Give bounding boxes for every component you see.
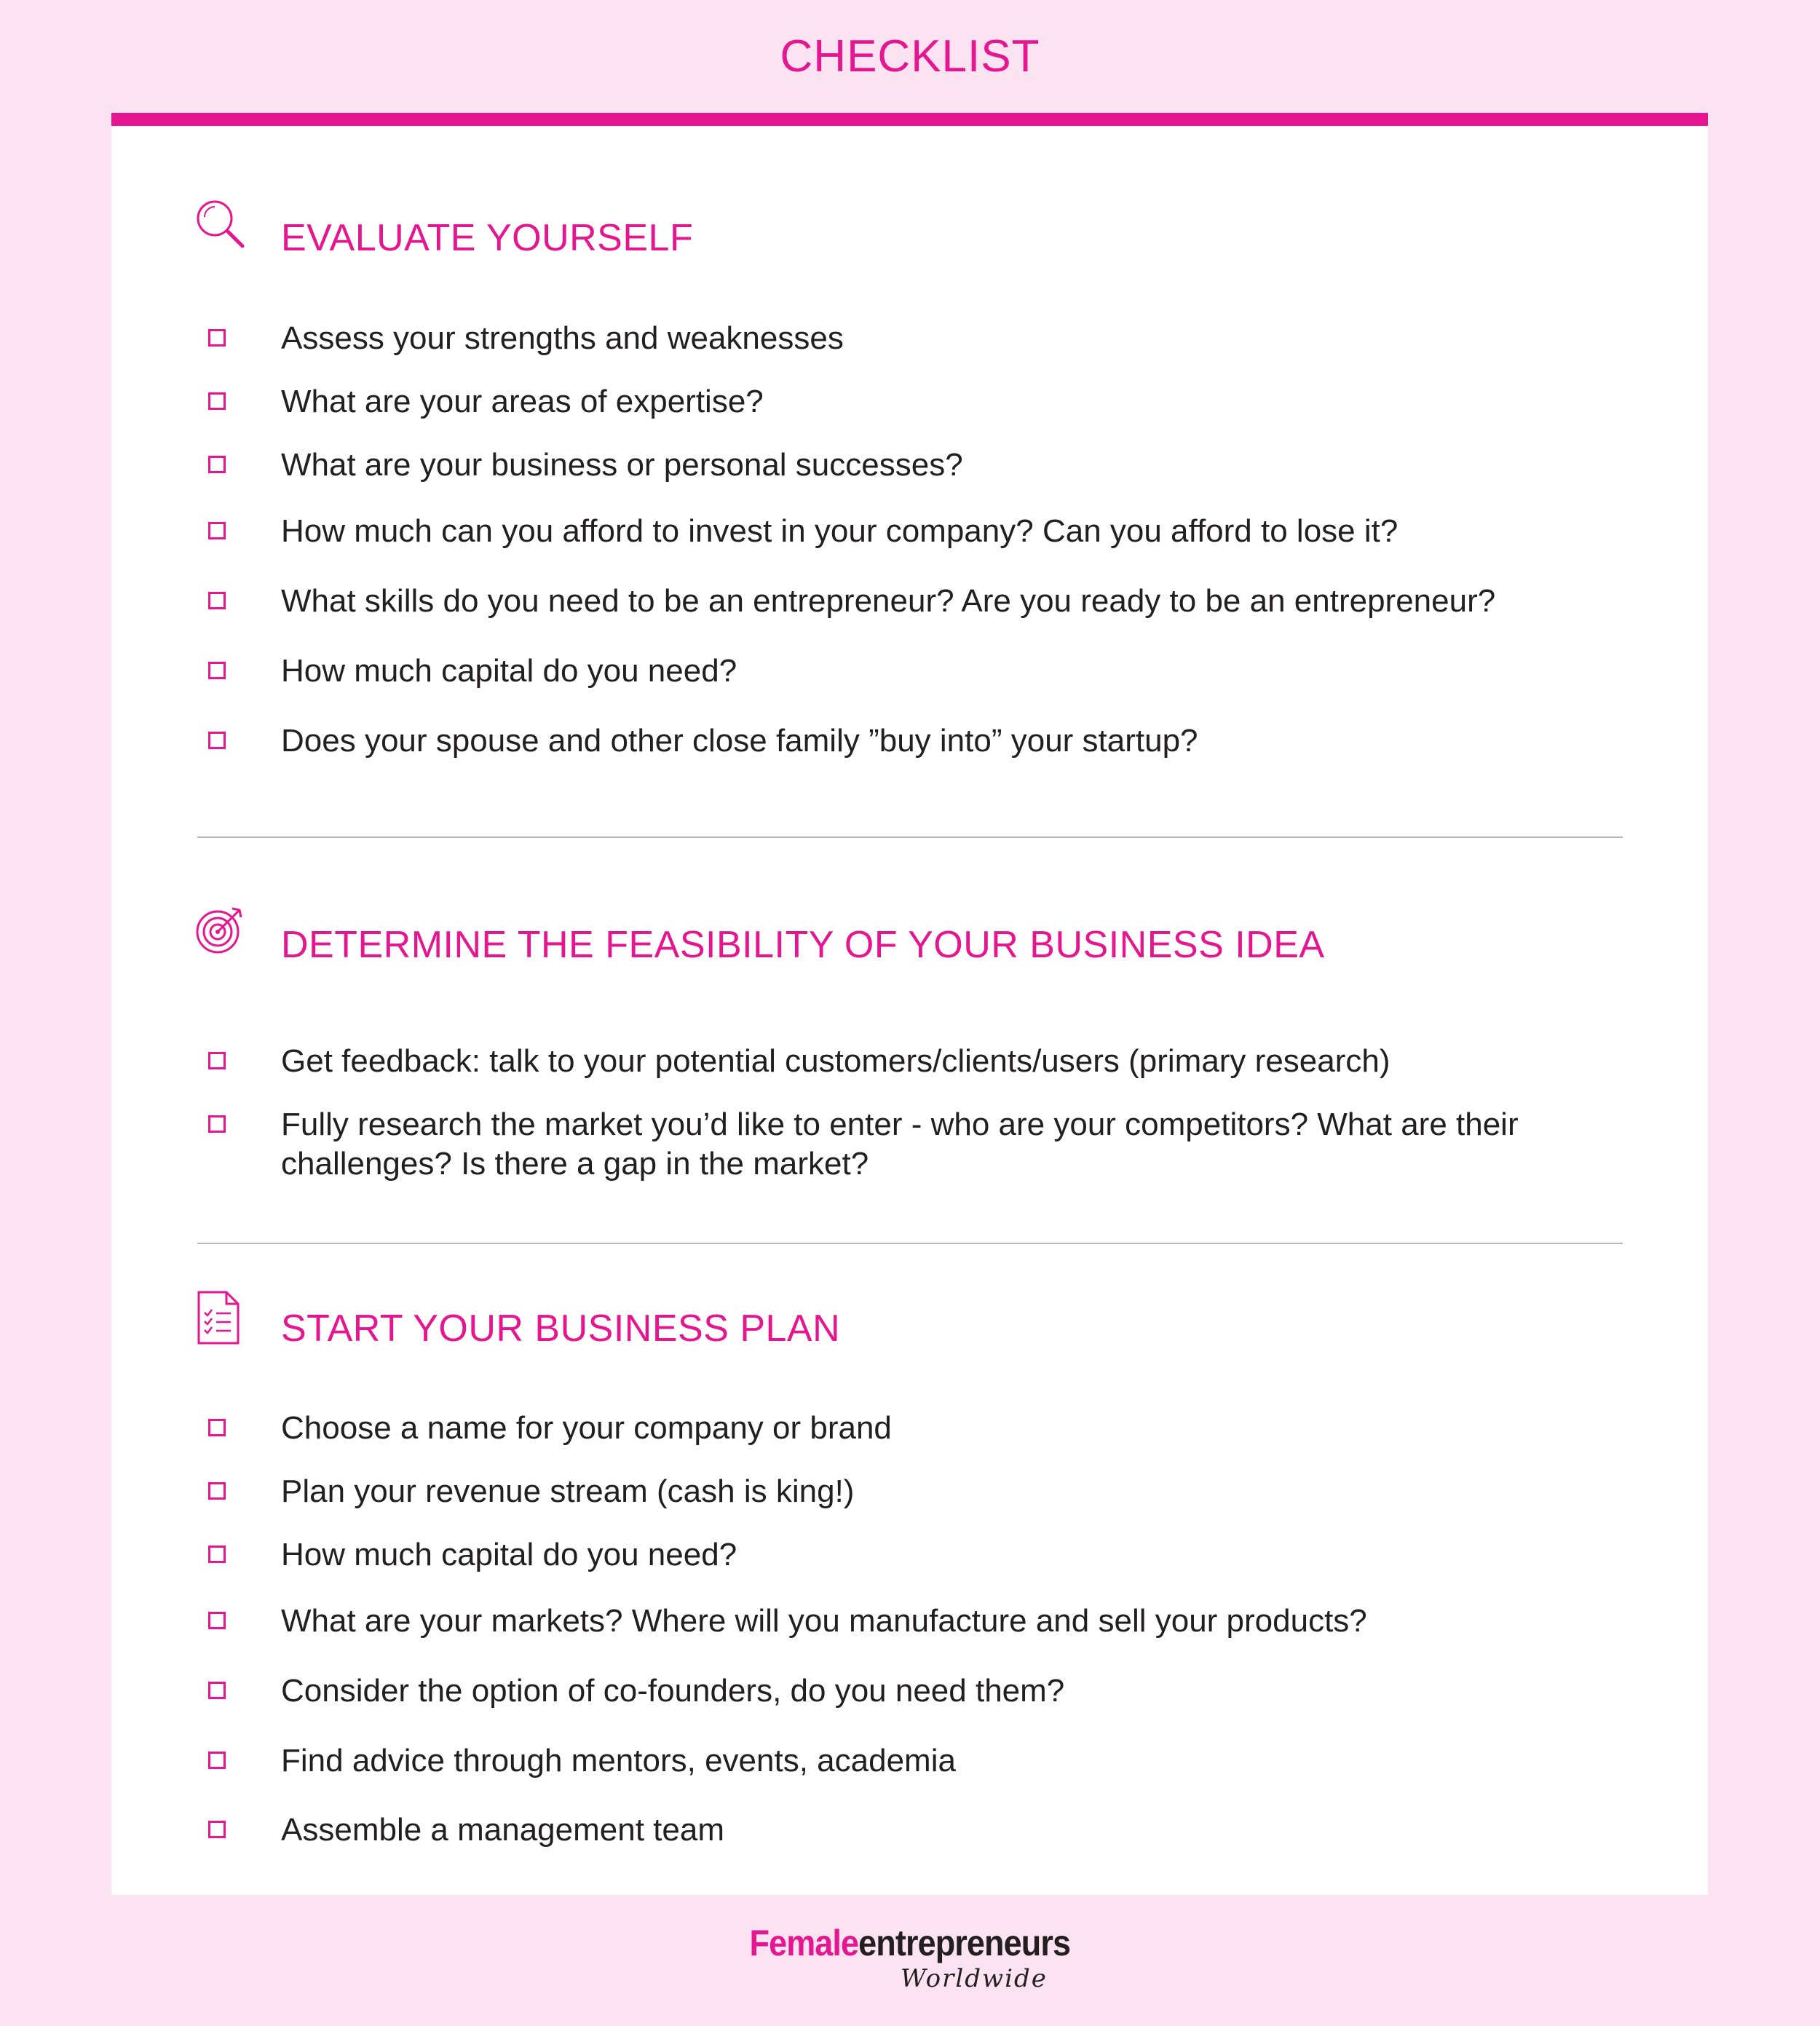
item-text: Consider the option of co-founders, do you need them? (281, 1673, 1065, 1709)
section-title: START YOUR BUSINESS PLAN (281, 1307, 841, 1350)
item-text: Assemble a management team (281, 1812, 724, 1848)
checkbox[interactable] (208, 592, 226, 609)
checkbox[interactable] (208, 1052, 226, 1069)
checkbox[interactable] (208, 1682, 226, 1699)
brand-logo (0, 1922, 1820, 1993)
magnifier-icon (193, 197, 247, 250)
checkbox[interactable] (208, 1546, 226, 1563)
checkbox[interactable] (208, 1612, 226, 1629)
item-text: Plan your revenue stream (cash is king!) (281, 1473, 855, 1509)
section-title: EVALUATE YOURSELF (281, 217, 694, 259)
item-text: Find advice through mentors, events, academia (281, 1743, 956, 1778)
item-text: Does your spouse and other close family ”buy into” your startup? (281, 723, 1198, 759)
item-text: How much can you afford to invest in your company? Can you afford to lose it? (281, 513, 1398, 549)
logo-wordmark (750, 1922, 1071, 1964)
section-title: DETERMINE THE FEASIBILITY OF YOUR BUSINESS IDEA (281, 924, 1325, 966)
item-text: Get feedback: talk to your potential customers/clients/users (primary research) (281, 1043, 1390, 1079)
checkbox[interactable] (208, 392, 226, 410)
item-text: Assess your strengths and weaknesses (281, 320, 844, 356)
item-text: What are your business or personal successes? (281, 447, 963, 483)
divider (197, 836, 1623, 838)
logo-worldwide: Worldwide (901, 1964, 1048, 1993)
logo-female: Female (749, 1923, 859, 1963)
checkbox[interactable] (208, 456, 226, 473)
item-text: How much capital do you need? (281, 1537, 737, 1572)
checkbox[interactable] (208, 1419, 226, 1436)
divider (197, 1243, 1623, 1244)
checkbox[interactable] (208, 732, 226, 749)
item-text: Fully research the market you’d like to enter - who are your competitors? What are their challenges? Is there a gap in the market? (281, 1107, 1519, 1182)
page-title: CHECKLIST (780, 31, 1040, 82)
item-text: Choose a name for your company or brand (281, 1410, 892, 1446)
item-text: How much capital do you need? (281, 653, 737, 689)
checkbox[interactable] (208, 1821, 226, 1838)
checkbox[interactable] (208, 522, 226, 539)
checkbox[interactable] (208, 329, 226, 347)
checkbox[interactable] (208, 1752, 226, 1769)
checkbox[interactable] (208, 1115, 226, 1133)
checklist-card (111, 113, 1708, 1895)
document-checklist-icon (193, 1291, 247, 1345)
item-text: What skills do you need to be an entrepreneur? Are you ready to be an entrepreneur? (281, 583, 1496, 619)
checkbox[interactable] (208, 662, 226, 679)
logo-entrepreneurs: entrepreneurs (858, 1923, 1071, 1963)
item-text: What are your areas of expertise? (281, 384, 764, 419)
checkbox[interactable] (208, 1482, 226, 1500)
target-icon (193, 903, 247, 957)
item-text: What are your markets? Where will you manufacture and sell your products? (281, 1603, 1367, 1639)
